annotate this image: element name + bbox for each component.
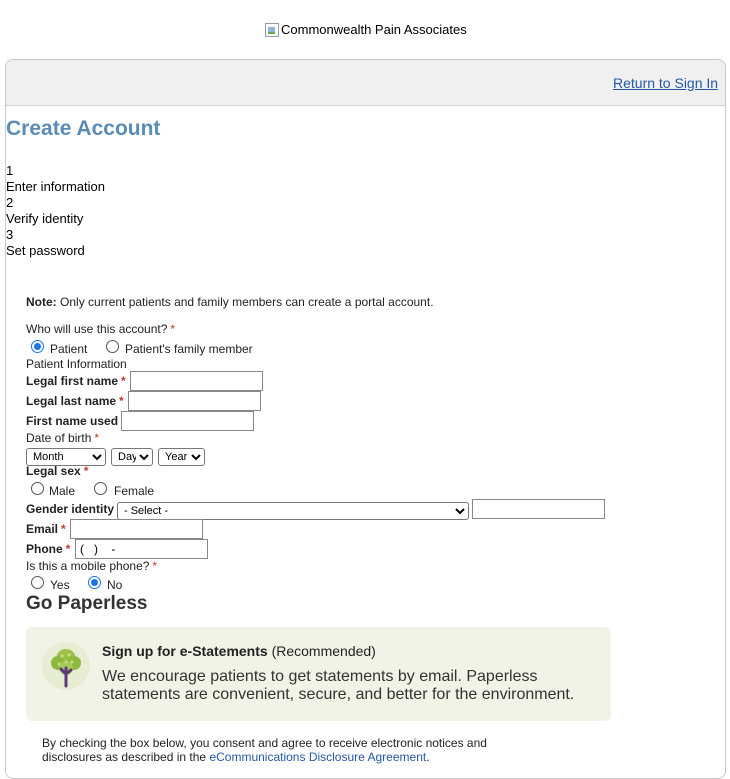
email-label: [26, 522, 66, 536]
sex-female-label: Female: [114, 484, 155, 498]
first-name-used-label: First name used: [26, 414, 119, 428]
legal-sex-label-text: Legal sex: [26, 464, 81, 478]
step-number: 2: [6, 195, 14, 210]
first-name-label-text: Legal first name: [26, 374, 119, 388]
sex-male-label: Male: [49, 484, 76, 498]
dob-label-text: Date of birth: [26, 431, 92, 445]
phone-label: [26, 542, 70, 556]
mobile-question-text: Is this a mobile phone?: [26, 559, 150, 573]
go-paperless-heading: Go Paperless: [26, 593, 148, 614]
note-prefix: Note:: [26, 295, 57, 309]
estatement-title: [102, 643, 376, 659]
family-member-radio[interactable]: [106, 340, 119, 353]
ecommunications-agreement-link[interactable]: eCommunications Disclosure Agreement: [209, 750, 427, 764]
note-body: Only current patients and family members can create a portal account.: [60, 295, 434, 309]
step-label: Verify identity: [6, 211, 84, 226]
consent-text: [42, 736, 502, 764]
required-asterisk: *: [94, 431, 100, 445]
mobile-question: [26, 559, 157, 573]
estatement-recommended: (Recommended): [271, 643, 376, 659]
last-name-input[interactable]: [128, 391, 261, 411]
dob-day-select[interactable]: [111, 448, 153, 466]
first-name-label: [26, 374, 126, 388]
who-question-label: Who will use this account?: [26, 322, 168, 336]
required-asterisk: *: [119, 394, 124, 408]
step-label: Enter information: [6, 179, 105, 194]
note-text: [26, 295, 434, 309]
tree-icon: [42, 642, 90, 690]
sex-male-radio[interactable]: [31, 482, 44, 495]
estatement-body: We encourage patients to get statements by email. Paperless statements are convenient, secure, and better for the environment.: [102, 668, 575, 703]
last-name-label: [26, 394, 124, 408]
sex-female-radio[interactable]: [94, 482, 107, 495]
patient-radio-label: Patient: [50, 342, 88, 356]
required-asterisk: *: [170, 322, 176, 336]
family-member-radio-label: Patient's family member: [125, 342, 253, 356]
step-number: 1: [6, 163, 14, 178]
phone-label-text: Phone: [26, 542, 63, 556]
dob-year-select[interactable]: [158, 448, 205, 466]
required-asterisk: *: [121, 374, 126, 388]
gender-identity-label: Gender identity: [26, 502, 115, 516]
consent-suffix: .: [426, 750, 430, 764]
step-number: 3: [6, 227, 14, 242]
patient-radio[interactable]: [31, 340, 44, 353]
required-asterisk: *: [83, 464, 89, 478]
section-label: Patient Information: [26, 357, 127, 371]
legal-sex-label: [26, 464, 88, 478]
first-name-input[interactable]: [130, 371, 263, 391]
mobile-yes-radio[interactable]: [31, 576, 44, 589]
estatement-title-text: Sign up for e-Statements: [102, 643, 268, 659]
who-question: [26, 322, 175, 336]
return-to-sign-in-link[interactable]: Return to Sign In: [613, 75, 719, 91]
broken-image-icon: [265, 23, 279, 37]
email-input[interactable]: [70, 519, 203, 539]
step-label: Set password: [6, 243, 85, 258]
practice-logo: [265, 22, 467, 37]
last-name-label-text: Legal last name: [26, 394, 117, 408]
required-asterisk: *: [152, 559, 158, 573]
gender-identity-other-input[interactable]: [472, 499, 605, 519]
logo-alt-text: Commonwealth Pain Associates: [281, 22, 467, 37]
required-asterisk: *: [61, 522, 66, 536]
consent-prefix: By checking the box below, you consent and agree to receive electronic notices and disclosures as described in the: [42, 736, 487, 764]
page-title: Create Account: [6, 117, 161, 140]
step-list: [6, 163, 105, 259]
first-name-used-input[interactable]: [121, 411, 254, 431]
mobile-no-label: No: [107, 578, 123, 592]
gender-identity-select[interactable]: [117, 502, 469, 520]
required-asterisk: *: [65, 542, 71, 556]
email-label-text: Email: [26, 522, 59, 536]
mobile-yes-label: Yes: [50, 578, 70, 592]
mobile-no-radio[interactable]: [88, 576, 101, 589]
dob-label: [26, 431, 99, 445]
phone-input[interactable]: [75, 539, 208, 559]
